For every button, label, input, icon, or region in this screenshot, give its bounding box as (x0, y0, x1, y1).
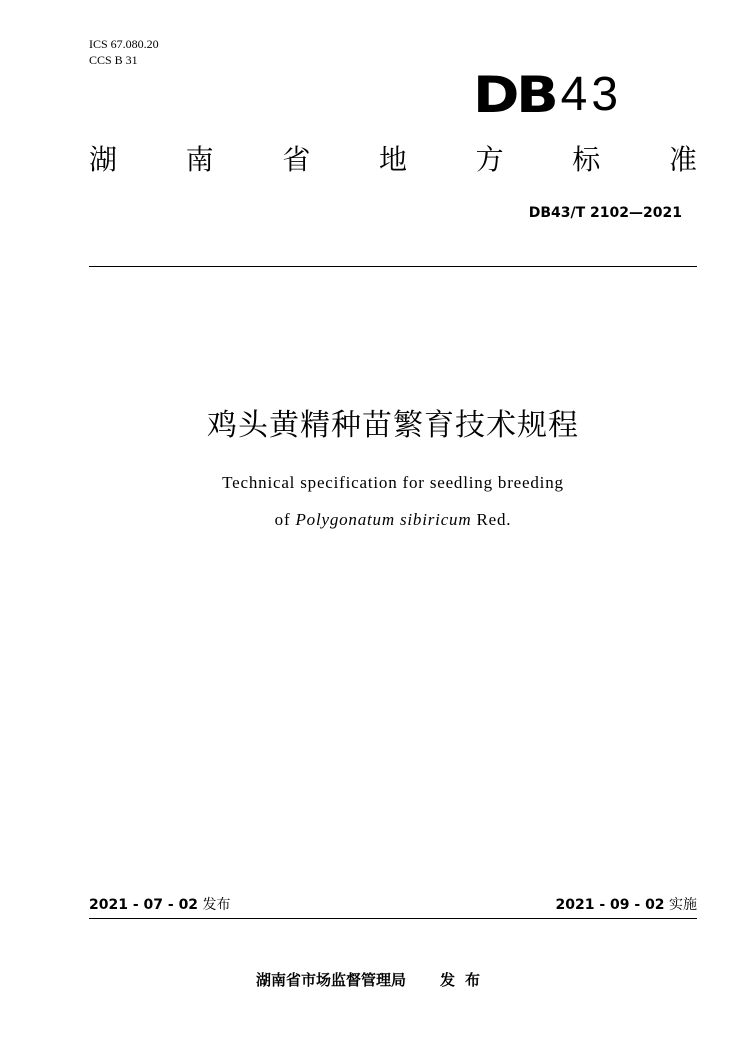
title-english-line-2 (0, 509, 750, 531)
issue-date: 2021 - 07 - 02 (89, 897, 199, 913)
standard-type-char: 标 (572, 143, 601, 176)
standard-type-char: 方 (475, 143, 504, 176)
standard-type-char: 准 (668, 143, 697, 176)
issue-label: 发布 (202, 897, 231, 913)
title-english-prefix: of (274, 510, 296, 529)
standard-type-char: 省 (282, 143, 311, 176)
issuer-name: 湖南省市场监督管理局 (256, 971, 407, 989)
db-logo-number: 43 (560, 68, 623, 121)
title-english-line-1: Technical specification for seedling breeding (222, 473, 564, 492)
ccs-code: CCS B 31 (89, 53, 138, 67)
standard-type-heading (89, 143, 697, 177)
issuer-action-char: 发布 (440, 971, 491, 989)
classification-codes (89, 36, 159, 68)
issue-date-block (89, 896, 231, 914)
implement-date: 2021 - 09 - 02 (555, 897, 665, 913)
footer-divider (89, 918, 697, 919)
issuer-action (440, 971, 490, 989)
standard-number: DB43/T 2102—2021 (528, 205, 682, 221)
standard-type-char: 南 (185, 143, 214, 176)
header-divider (89, 266, 697, 267)
implement-date-block (556, 896, 698, 914)
title-english-species: Polygonatum sibiricum (295, 510, 472, 529)
db43-logo (473, 64, 623, 124)
title-chinese: 鸡头黄精种苗繁育技术规程 (207, 408, 579, 443)
ics-code: ICS 67.080.20 (89, 37, 159, 51)
standard-type-char: 湖 (89, 143, 118, 176)
title-english-suffix: Red. (471, 510, 512, 529)
standard-type-char: 地 (378, 143, 407, 176)
db-logo-mark: DB (473, 66, 556, 124)
issuer-line (256, 970, 490, 990)
implement-label: 实施 (669, 897, 697, 913)
